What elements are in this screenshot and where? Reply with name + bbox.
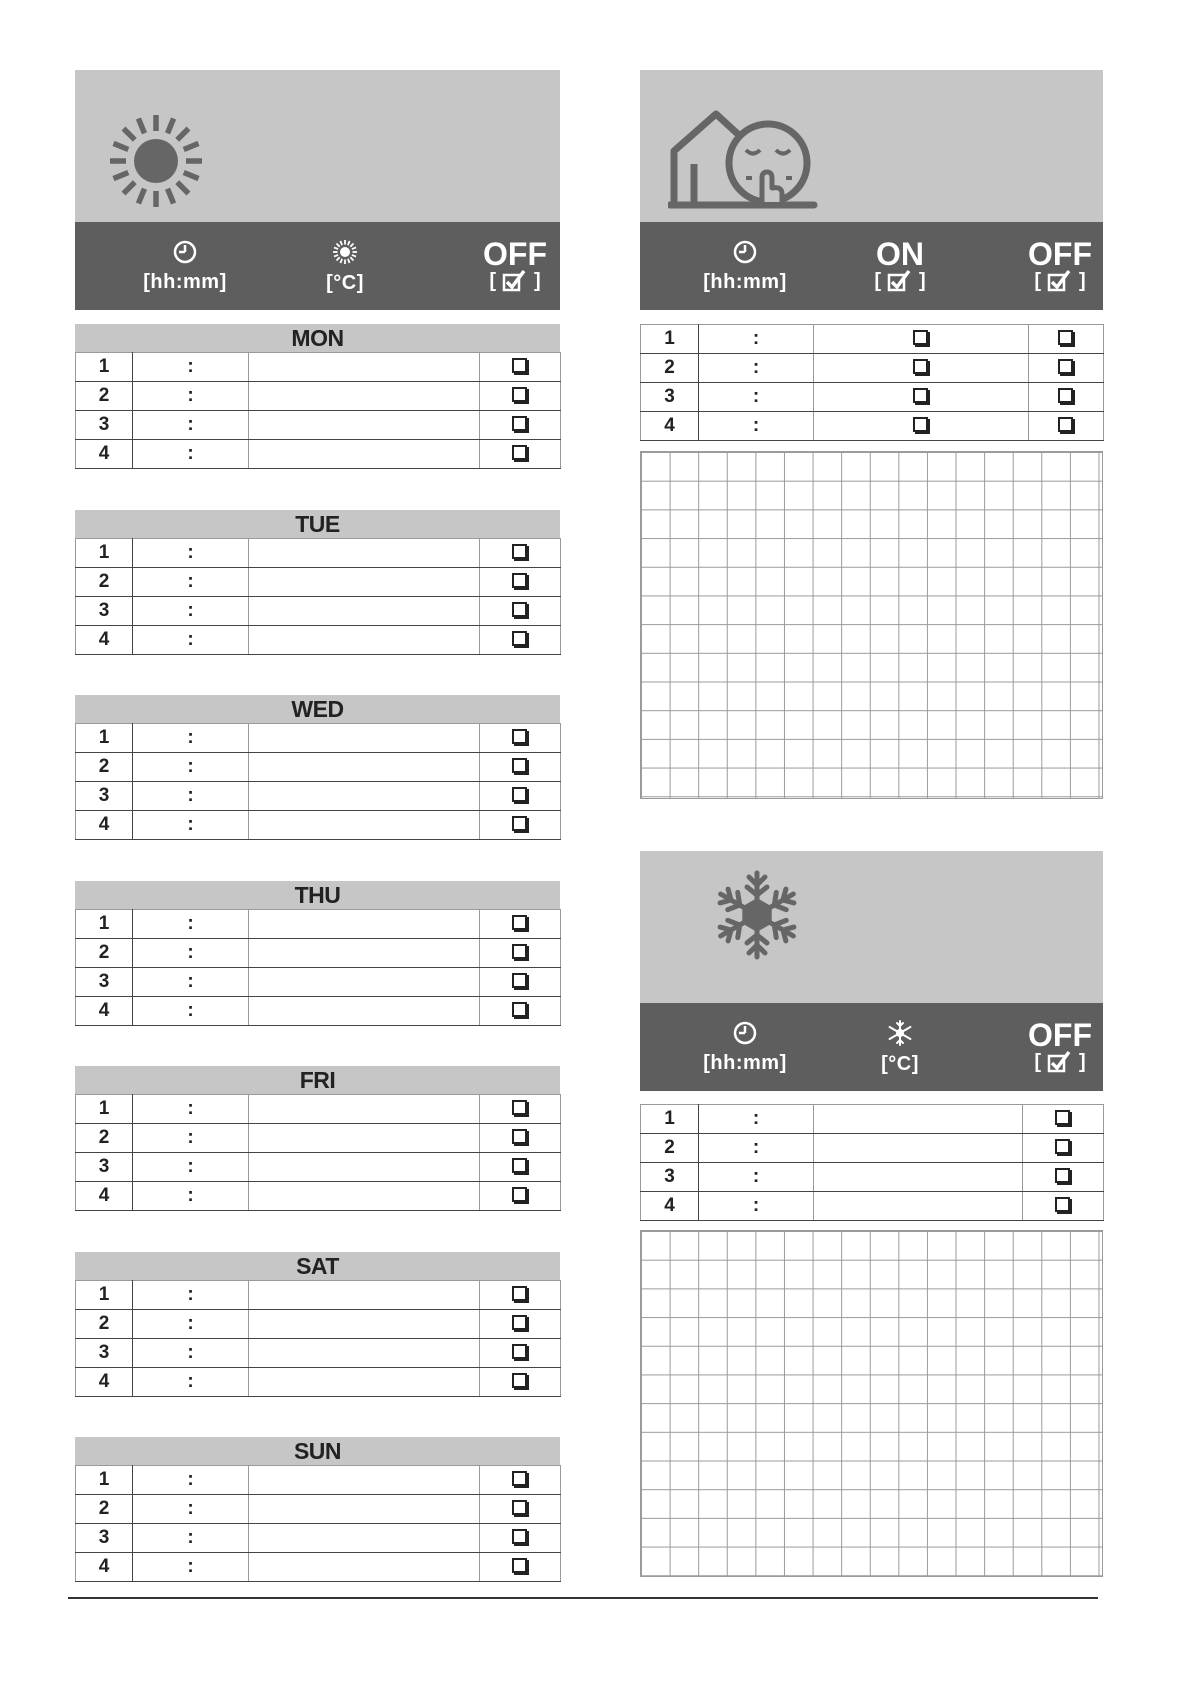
row-number: 2 [76, 939, 133, 968]
day-header [75, 695, 560, 723]
temperature-field[interactable] [249, 753, 480, 782]
off-checkbox-cell[interactable] [1023, 1105, 1104, 1134]
temperature-field[interactable] [249, 1095, 480, 1124]
row-number: 1 [76, 1281, 133, 1310]
row-number: 4 [76, 811, 133, 840]
temperature-field[interactable] [249, 1182, 480, 1211]
day-schedule-table [75, 538, 561, 655]
checkbox[interactable] [512, 1002, 527, 1017]
comfort-panel [75, 70, 560, 310]
time-field[interactable]: : [133, 353, 249, 382]
off-column-header [1020, 1003, 1100, 1091]
table-row [76, 1524, 561, 1553]
temperature-field[interactable] [249, 1281, 480, 1310]
row-number: 3 [76, 411, 133, 440]
bracket-close: ] [1079, 1050, 1086, 1073]
time-field[interactable]: : [133, 597, 249, 626]
comfort-panel-header [75, 70, 560, 222]
temperature-field[interactable] [249, 910, 480, 939]
checked-box-icon [1047, 269, 1073, 293]
checkbox[interactable] [1055, 1110, 1070, 1125]
table-row [76, 353, 561, 382]
time-unit-label: [hh:mm] [703, 1051, 787, 1074]
table-row [76, 568, 561, 597]
table-row [76, 382, 561, 411]
day-header [75, 324, 560, 352]
day-label: WED [291, 696, 344, 722]
checkbox[interactable] [512, 944, 527, 959]
day-label: FRI [299, 1067, 336, 1093]
off-checkbox-cell[interactable] [480, 782, 561, 811]
off-checkbox-cell[interactable] [1029, 412, 1104, 441]
table-row [641, 1163, 1104, 1192]
checkbox[interactable] [512, 1286, 527, 1301]
checkbox[interactable] [512, 445, 527, 460]
checkbox[interactable] [913, 388, 928, 403]
row-number: 3 [76, 968, 133, 997]
checkbox[interactable] [512, 1100, 527, 1115]
table-row [641, 412, 1104, 441]
checkbox[interactable] [512, 816, 527, 831]
time-field[interactable]: : [699, 325, 814, 354]
on-checkbox-cell[interactable] [814, 383, 1029, 412]
checkbox[interactable] [512, 573, 527, 588]
temperature-field[interactable] [249, 1553, 480, 1582]
row-number: 1 [76, 724, 133, 753]
checkbox[interactable] [512, 416, 527, 431]
checkbox[interactable] [512, 358, 527, 373]
table-row [76, 411, 561, 440]
table-row [641, 325, 1104, 354]
checkbox[interactable] [512, 544, 527, 559]
bracket-open: [ [1034, 1050, 1041, 1073]
cooling-schedule-table [640, 1104, 1104, 1221]
checkbox-legend [1034, 1050, 1085, 1074]
row-number: 1 [641, 325, 699, 354]
day-header [75, 1066, 560, 1094]
temperature-field[interactable] [249, 1368, 480, 1397]
table-row [76, 782, 561, 811]
temperature-field[interactable] [249, 382, 480, 411]
off-checkbox-cell[interactable] [1023, 1134, 1104, 1163]
temperature-field[interactable] [249, 811, 480, 840]
off-checkbox-cell[interactable] [1023, 1192, 1104, 1221]
day-label: SUN [293, 1438, 342, 1464]
time-field[interactable]: : [133, 1368, 249, 1397]
row-number: 4 [641, 1192, 699, 1221]
table-row [76, 1339, 561, 1368]
table-row [76, 597, 561, 626]
cooling-panel-header [640, 851, 1103, 1003]
day-schedule-table [75, 909, 561, 1026]
table-row [76, 724, 561, 753]
off-checkbox-cell[interactable] [1029, 354, 1104, 383]
checkbox[interactable] [913, 330, 928, 345]
time-field[interactable]: : [133, 1466, 249, 1495]
time-column-header [135, 222, 235, 310]
temperature-field[interactable] [249, 411, 480, 440]
off-checkbox-cell[interactable] [480, 910, 561, 939]
temperature-field[interactable] [249, 997, 480, 1026]
table-row [641, 1134, 1104, 1163]
cooling-panel-bar [640, 1003, 1103, 1091]
off-checkbox-cell[interactable] [480, 440, 561, 469]
row-number: 4 [641, 412, 699, 441]
temperature-field[interactable] [249, 939, 480, 968]
bracket-open: [ [489, 269, 496, 292]
time-field[interactable]: : [133, 724, 249, 753]
bracket-close: ] [1079, 269, 1086, 292]
table-row [76, 1495, 561, 1524]
checkbox[interactable] [512, 729, 527, 744]
day-header [75, 881, 560, 909]
time-field[interactable]: : [133, 968, 249, 997]
checkbox-legend [874, 269, 925, 293]
checked-box-icon [1047, 1050, 1073, 1074]
off-checkbox-cell[interactable] [480, 1124, 561, 1153]
off-checkbox-cell[interactable] [480, 1466, 561, 1495]
time-field[interactable]: : [133, 1182, 249, 1211]
row-number: 2 [76, 568, 133, 597]
off-checkbox-cell[interactable] [480, 997, 561, 1026]
time-field[interactable]: : [133, 811, 249, 840]
temperature-field[interactable] [814, 1134, 1023, 1163]
checkbox[interactable] [512, 1344, 527, 1359]
cooling-notes-grid[interactable] [640, 1230, 1103, 1577]
table-row [641, 1192, 1104, 1221]
temperature-field[interactable] [249, 597, 480, 626]
quiet-panel-header [640, 70, 1103, 222]
temperature-field[interactable] [814, 1163, 1023, 1192]
time-field[interactable]: : [133, 1310, 249, 1339]
table-row [76, 1466, 561, 1495]
checked-box-icon [887, 269, 913, 293]
off-label: OFF [1028, 1017, 1092, 1053]
table-row [76, 1153, 561, 1182]
day-header [75, 510, 560, 538]
bracket-open: [ [874, 269, 881, 292]
temperature-field[interactable] [249, 1124, 480, 1153]
bracket-open: [ [1034, 269, 1041, 292]
checkbox[interactable] [512, 1315, 527, 1330]
row-number: 3 [76, 1524, 133, 1553]
table-row [76, 1124, 561, 1153]
temperature-field[interactable] [249, 1466, 480, 1495]
day-schedule-table [75, 1094, 561, 1211]
table-row [76, 910, 561, 939]
temperature-field[interactable] [249, 353, 480, 382]
checkbox[interactable] [512, 973, 527, 988]
checkbox[interactable] [512, 1187, 527, 1202]
day-schedule-table [75, 1280, 561, 1397]
checkbox-legend [1034, 269, 1085, 293]
off-checkbox-cell[interactable] [480, 597, 561, 626]
row-number: 4 [76, 440, 133, 469]
time-field[interactable]: : [133, 626, 249, 655]
row-number: 3 [76, 597, 133, 626]
comfort-panel-bar [75, 222, 560, 310]
on-label: ON [876, 236, 924, 272]
row-number: 1 [76, 539, 133, 568]
day-label: MON [291, 325, 344, 351]
checkbox[interactable] [1058, 417, 1073, 432]
row-number: 3 [641, 383, 699, 412]
clock-icon [732, 1020, 758, 1046]
off-checkbox-cell[interactable] [1029, 325, 1104, 354]
day-schedule-table [75, 352, 561, 469]
off-checkbox-cell[interactable] [480, 1095, 561, 1124]
temperature-field[interactable] [249, 568, 480, 597]
checkbox[interactable] [913, 417, 928, 432]
off-checkbox-cell[interactable] [480, 1368, 561, 1397]
row-number: 2 [76, 1495, 133, 1524]
off-label: OFF [1028, 236, 1092, 272]
checkbox-legend [489, 269, 540, 293]
time-field[interactable]: : [133, 382, 249, 411]
checkbox[interactable] [512, 1471, 527, 1486]
time-field[interactable]: : [133, 440, 249, 469]
row-number: 4 [76, 1553, 133, 1582]
off-column-header [1020, 222, 1100, 310]
row-number: 2 [641, 1134, 699, 1163]
table-row [76, 1310, 561, 1339]
temperature-field[interactable] [249, 968, 480, 997]
table-row [76, 1553, 561, 1582]
off-checkbox-cell[interactable] [480, 1182, 561, 1211]
checkbox[interactable] [1058, 330, 1073, 345]
checkbox[interactable] [512, 387, 527, 402]
table-row [76, 440, 561, 469]
quiet-panel-bar [640, 222, 1103, 310]
checkbox[interactable] [913, 359, 928, 374]
table-row [641, 354, 1104, 383]
bracket-close: ] [534, 269, 541, 292]
off-checkbox-cell[interactable] [480, 1495, 561, 1524]
table-row [76, 997, 561, 1026]
table-row [76, 1095, 561, 1124]
time-field[interactable]: : [699, 1105, 814, 1134]
row-number: 4 [76, 997, 133, 1026]
day-header [75, 1437, 560, 1465]
off-checkbox-cell[interactable] [480, 1553, 561, 1582]
time-field[interactable]: : [133, 1524, 249, 1553]
temperature-field[interactable] [249, 1495, 480, 1524]
table-row [76, 1182, 561, 1211]
temperature-field[interactable] [249, 1310, 480, 1339]
checkbox[interactable] [1058, 388, 1073, 403]
day-label: SAT [296, 1253, 339, 1279]
row-number: 2 [641, 354, 699, 383]
off-checkbox-cell[interactable] [480, 1281, 561, 1310]
time-unit-label: [hh:mm] [703, 270, 787, 293]
checkbox[interactable] [512, 915, 527, 930]
time-field[interactable]: : [699, 354, 814, 383]
on-checkbox-cell[interactable] [814, 354, 1029, 383]
snowflake-icon [709, 867, 805, 963]
time-field[interactable]: : [133, 568, 249, 597]
temperature-field[interactable] [249, 724, 480, 753]
cooling-panel [640, 851, 1103, 1091]
off-checkbox-cell[interactable] [480, 539, 561, 568]
time-field[interactable]: : [133, 782, 249, 811]
off-checkbox-cell[interactable] [480, 626, 561, 655]
time-field[interactable]: : [699, 1163, 814, 1192]
row-number: 2 [76, 753, 133, 782]
clock-icon [732, 239, 758, 265]
time-field[interactable]: : [699, 1192, 814, 1221]
time-column-header [695, 222, 795, 310]
temperature-field[interactable] [249, 1524, 480, 1553]
table-row [76, 939, 561, 968]
off-checkbox-cell[interactable] [480, 968, 561, 997]
time-field[interactable]: : [133, 1495, 249, 1524]
off-checkbox-cell[interactable] [480, 1524, 561, 1553]
checkbox[interactable] [1055, 1168, 1070, 1183]
row-number: 1 [76, 910, 133, 939]
house-quiet-icon [668, 106, 828, 216]
row-number: 1 [641, 1105, 699, 1134]
row-number: 1 [76, 1466, 133, 1495]
checkbox[interactable] [512, 602, 527, 617]
off-checkbox-cell[interactable] [480, 411, 561, 440]
checkbox[interactable] [512, 758, 527, 773]
off-checkbox-cell[interactable] [480, 382, 561, 411]
table-row [641, 383, 1104, 412]
temperature-field[interactable] [249, 440, 480, 469]
table-row [641, 1105, 1104, 1134]
on-column-header [860, 222, 940, 310]
row-number: 2 [76, 1124, 133, 1153]
table-row [76, 626, 561, 655]
off-checkbox-cell[interactable] [480, 811, 561, 840]
time-field[interactable]: : [133, 1095, 249, 1124]
table-row [76, 1368, 561, 1397]
on-checkbox-cell[interactable] [814, 412, 1029, 441]
checkbox[interactable] [512, 631, 527, 646]
off-checkbox-cell[interactable] [480, 753, 561, 782]
table-row [76, 539, 561, 568]
off-checkbox-cell[interactable] [480, 353, 561, 382]
temp-unit-label: [°C] [326, 271, 364, 294]
off-label: OFF [483, 236, 547, 272]
row-number: 3 [76, 1339, 133, 1368]
checkbox[interactable] [512, 787, 527, 802]
table-row [76, 753, 561, 782]
time-field[interactable]: : [133, 753, 249, 782]
time-field[interactable]: : [133, 411, 249, 440]
row-number: 3 [641, 1163, 699, 1192]
off-column-header [475, 222, 555, 310]
checkbox[interactable] [512, 1529, 527, 1544]
day-label: THU [294, 882, 341, 908]
off-checkbox-cell[interactable] [480, 724, 561, 753]
time-field[interactable]: : [133, 1281, 249, 1310]
checkbox[interactable] [512, 1558, 527, 1573]
small-sun-icon [331, 238, 359, 266]
time-column-header [695, 1003, 795, 1091]
row-number: 1 [76, 1095, 133, 1124]
row-number: 3 [76, 782, 133, 811]
off-checkbox-cell[interactable] [480, 939, 561, 968]
sun-icon [101, 106, 211, 216]
off-checkbox-cell[interactable] [1023, 1163, 1104, 1192]
time-field[interactable]: : [133, 1124, 249, 1153]
row-number: 1 [76, 353, 133, 382]
time-field[interactable]: : [133, 910, 249, 939]
footer-divider [68, 1597, 1098, 1599]
checkbox[interactable] [512, 1500, 527, 1515]
checkbox[interactable] [1055, 1197, 1070, 1212]
table-row [76, 1281, 561, 1310]
time-field[interactable]: : [133, 1339, 249, 1368]
off-checkbox-cell[interactable] [1029, 383, 1104, 412]
row-number: 4 [76, 1368, 133, 1397]
table-row [76, 811, 561, 840]
time-field[interactable]: : [133, 1553, 249, 1582]
temperature-field[interactable] [249, 1339, 480, 1368]
day-schedule-table [75, 1465, 561, 1582]
temperature-column-header [315, 222, 375, 310]
quiet-notes-grid[interactable] [640, 451, 1103, 799]
time-field[interactable]: : [133, 1153, 249, 1182]
row-number: 2 [76, 382, 133, 411]
temp-unit-label: [°C] [881, 1052, 919, 1075]
off-checkbox-cell[interactable] [480, 1153, 561, 1182]
row-number: 2 [76, 1310, 133, 1339]
clock-icon [172, 239, 198, 265]
quiet-panel [640, 70, 1103, 310]
temperature-field[interactable] [249, 539, 480, 568]
on-checkbox-cell[interactable] [814, 325, 1029, 354]
off-checkbox-cell[interactable] [480, 568, 561, 597]
bracket-close: ] [919, 269, 926, 292]
checkbox[interactable] [512, 1158, 527, 1173]
off-checkbox-cell[interactable] [480, 1310, 561, 1339]
checkbox[interactable] [512, 1373, 527, 1388]
checked-box-icon [502, 269, 528, 293]
temperature-field[interactable] [814, 1105, 1023, 1134]
time-field[interactable]: : [699, 383, 814, 412]
time-field[interactable]: : [133, 997, 249, 1026]
temperature-field[interactable] [249, 626, 480, 655]
checkbox[interactable] [1055, 1139, 1070, 1154]
day-header [75, 1252, 560, 1280]
day-label: TUE [295, 511, 340, 537]
time-field[interactable]: : [699, 1134, 814, 1163]
day-schedule-table [75, 723, 561, 840]
small-snowflake-icon [886, 1019, 914, 1047]
row-number: 4 [76, 1182, 133, 1211]
temperature-field[interactable] [249, 1153, 480, 1182]
row-number: 4 [76, 626, 133, 655]
table-row [76, 968, 561, 997]
time-field[interactable]: : [133, 539, 249, 568]
off-checkbox-cell[interactable] [480, 1339, 561, 1368]
time-unit-label: [hh:mm] [143, 270, 227, 293]
checkbox[interactable] [512, 1129, 527, 1144]
temperature-field[interactable] [249, 782, 480, 811]
temperature-field[interactable] [814, 1192, 1023, 1221]
checkbox[interactable] [1058, 359, 1073, 374]
quiet-schedule-table [640, 324, 1104, 441]
temperature-column-header [870, 1003, 930, 1091]
time-field[interactable]: : [133, 939, 249, 968]
time-field[interactable]: : [699, 412, 814, 441]
row-number: 3 [76, 1153, 133, 1182]
